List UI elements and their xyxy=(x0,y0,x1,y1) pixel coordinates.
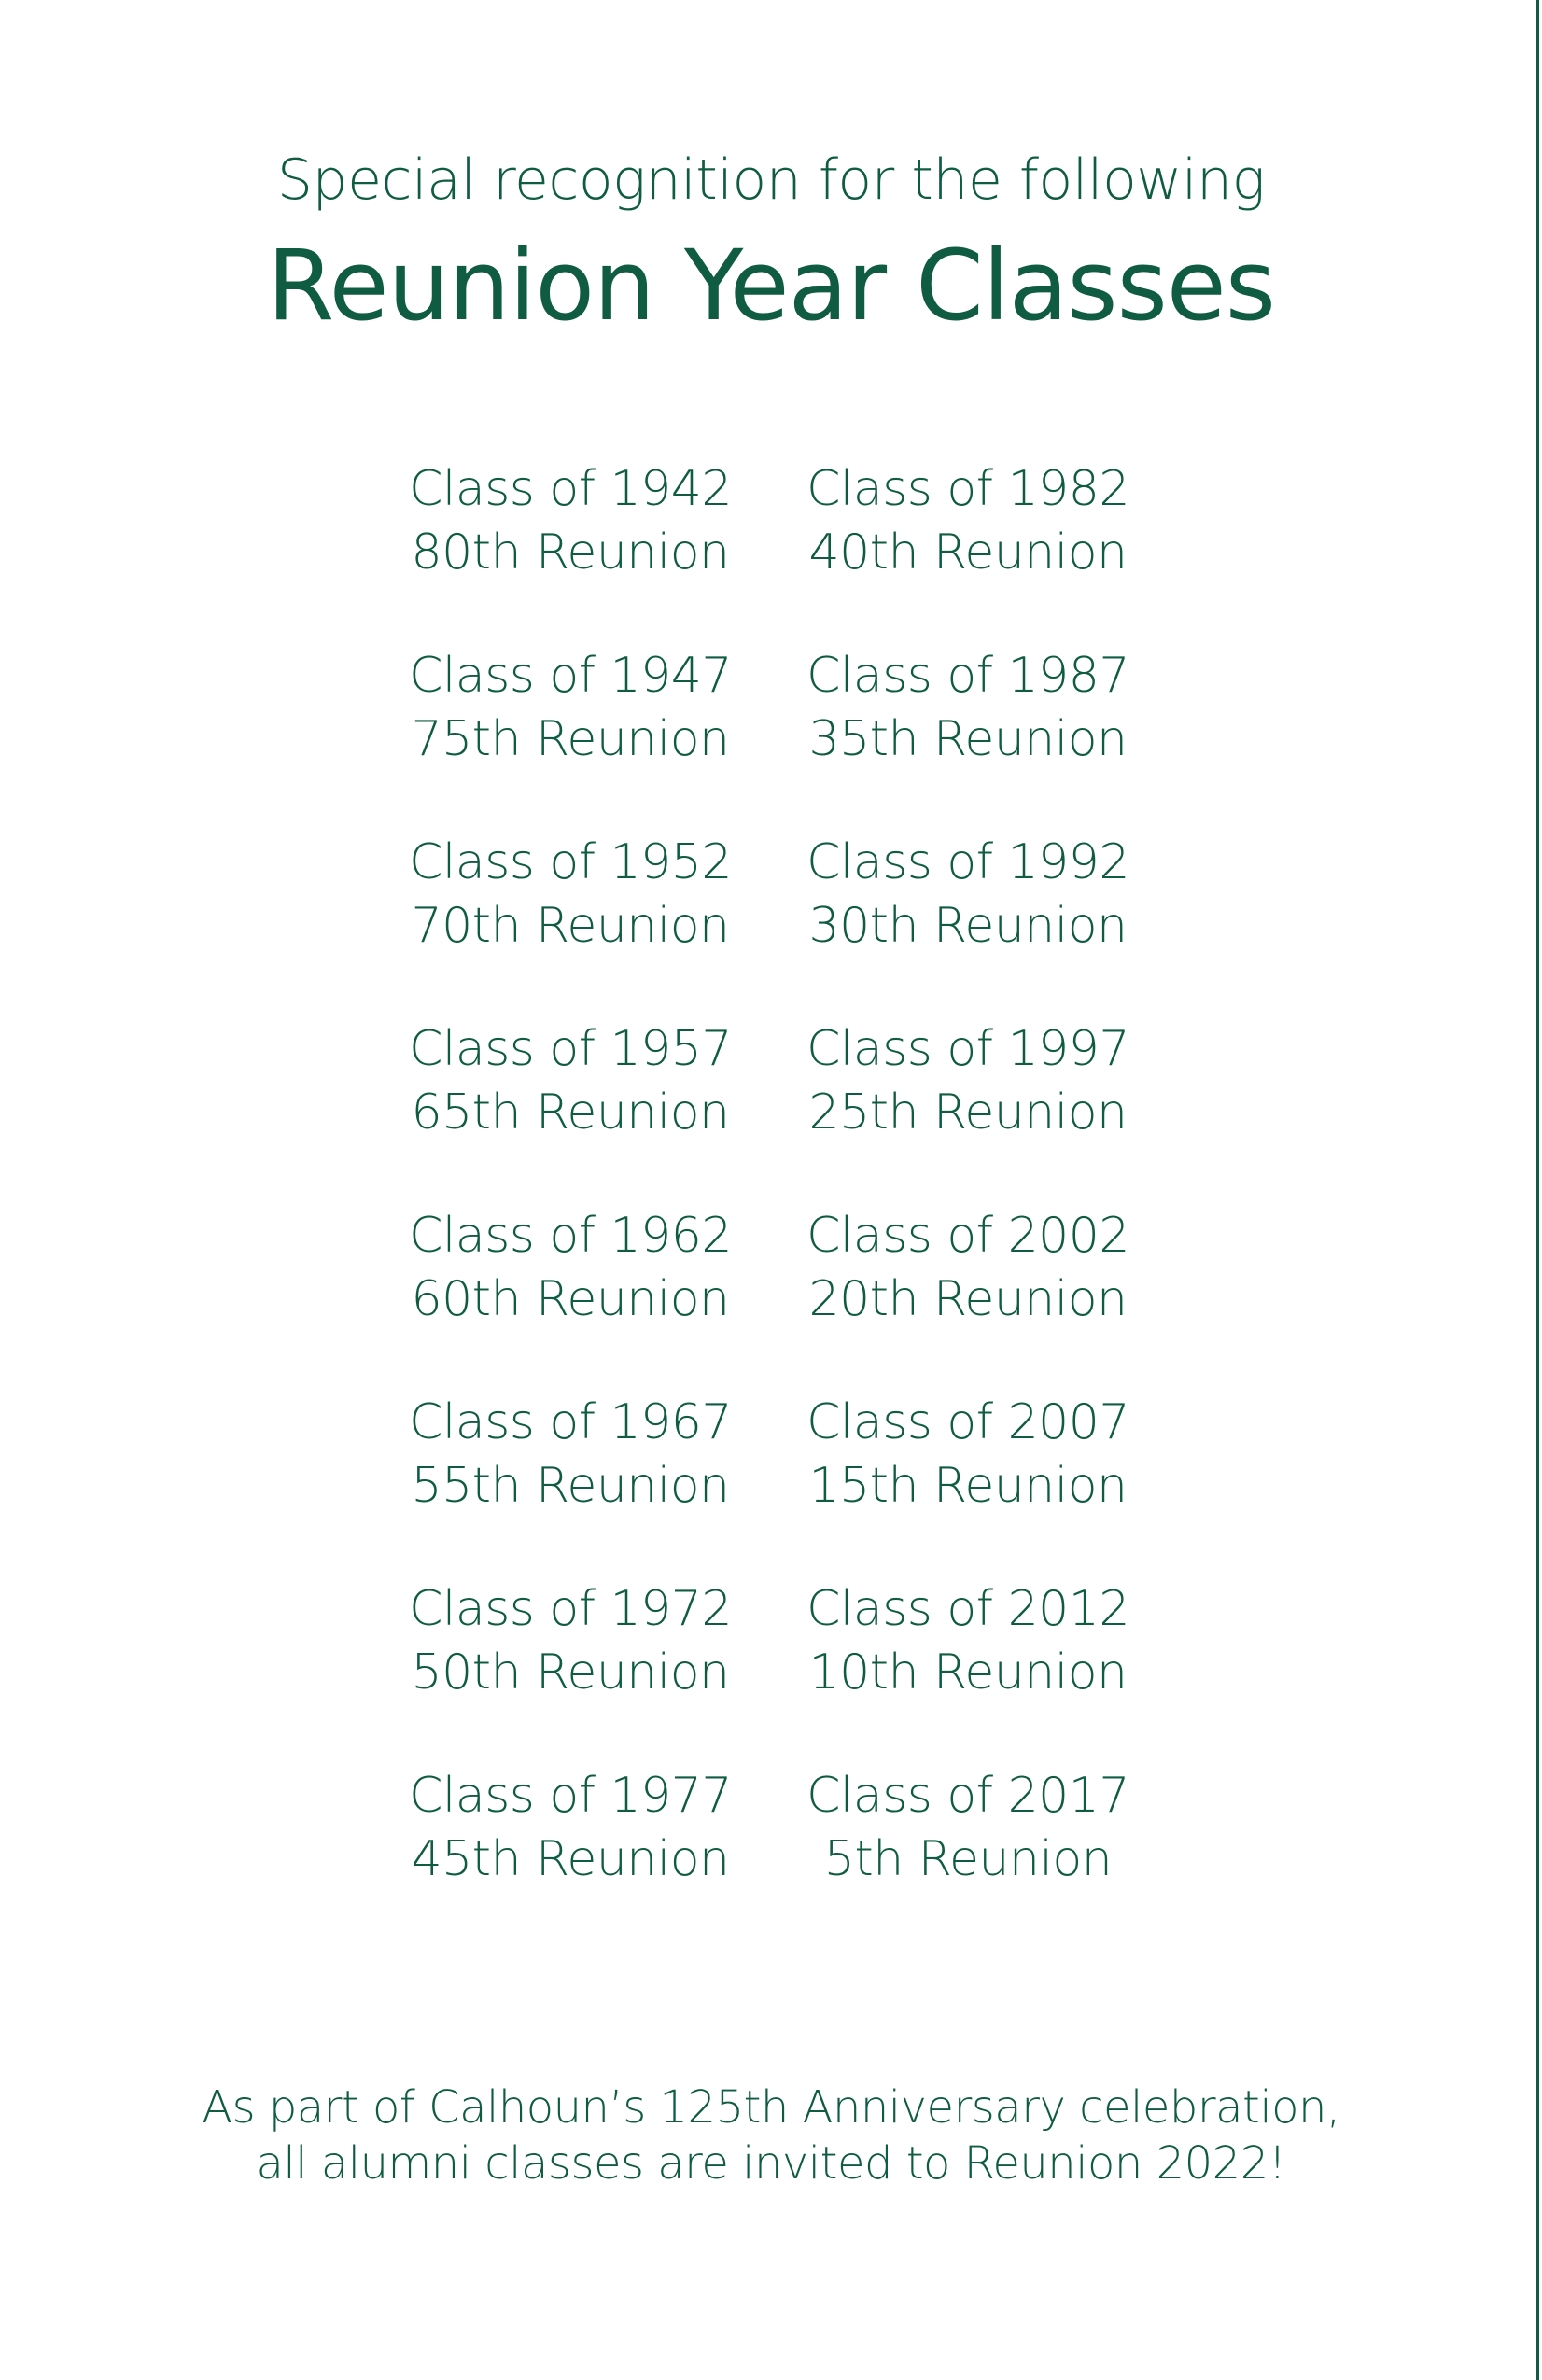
reunion-number: 5th Reunion xyxy=(823,1831,1113,1887)
class-year: Class of 1977 xyxy=(409,1768,732,1824)
right-edge-rule xyxy=(1536,0,1539,2380)
class-entry xyxy=(725,1391,1211,1577)
footer-line: all alumni classes are invited to Reunion 2022! xyxy=(256,2137,1286,2190)
class-entry xyxy=(725,831,1211,1017)
class-year: Class of 1992 xyxy=(806,834,1129,890)
page-title: Reunion Year Classes xyxy=(267,229,1275,343)
reunion-number: 10th Reunion xyxy=(808,1645,1128,1701)
class-year: Class of 1987 xyxy=(806,648,1129,704)
reunion-number: 35th Reunion xyxy=(808,711,1128,767)
class-year: Class of 2017 xyxy=(806,1768,1129,1824)
class-year: Class of 1952 xyxy=(409,834,732,890)
reunion-number: 45th Reunion xyxy=(411,1831,730,1887)
reunion-number: 25th Reunion xyxy=(808,1085,1128,1141)
class-entry xyxy=(725,1017,1211,1204)
class-year: Class of 1947 xyxy=(409,648,732,704)
footer-note xyxy=(0,2079,1542,2191)
subtitle: Special recognition for the following xyxy=(276,147,1266,213)
reunion-number: 15th Reunion xyxy=(808,1458,1128,1514)
reunion-number: 20th Reunion xyxy=(808,1271,1128,1327)
reunion-number: 50th Reunion xyxy=(411,1645,730,1701)
class-year: Class of 2012 xyxy=(806,1581,1129,1637)
class-entry xyxy=(725,1204,1211,1391)
class-year: Class of 1982 xyxy=(806,461,1129,517)
class-year: Class of 1967 xyxy=(409,1394,732,1450)
footer-line: As part of Calhoun’s 125th Anniversary celebration, xyxy=(202,2081,1340,2134)
class-year: Class of 1942 xyxy=(409,461,732,517)
reunion-number: 60th Reunion xyxy=(411,1271,730,1327)
class-entry xyxy=(725,1577,1211,1764)
reunion-number: 55th Reunion xyxy=(411,1458,730,1514)
class-year: Class of 1997 xyxy=(806,1021,1129,1077)
class-entry xyxy=(725,457,1211,644)
class-year: Class of 2002 xyxy=(806,1208,1129,1264)
reunion-number: 75th Reunion xyxy=(411,711,730,767)
reunion-number: 40th Reunion xyxy=(808,525,1128,581)
classes-column-right xyxy=(725,457,1211,1951)
reunion-number: 70th Reunion xyxy=(411,898,730,954)
class-year: Class of 1972 xyxy=(409,1581,732,1637)
class-year: Class of 1957 xyxy=(409,1021,732,1077)
reunion-number: 30th Reunion xyxy=(808,898,1128,954)
reunion-number: 80th Reunion xyxy=(411,525,730,581)
class-entry xyxy=(725,644,1211,831)
class-year: Class of 1962 xyxy=(409,1208,732,1264)
reunion-number: 65th Reunion xyxy=(411,1085,730,1141)
class-entry xyxy=(725,1764,1211,1951)
class-year: Class of 2007 xyxy=(806,1394,1129,1450)
